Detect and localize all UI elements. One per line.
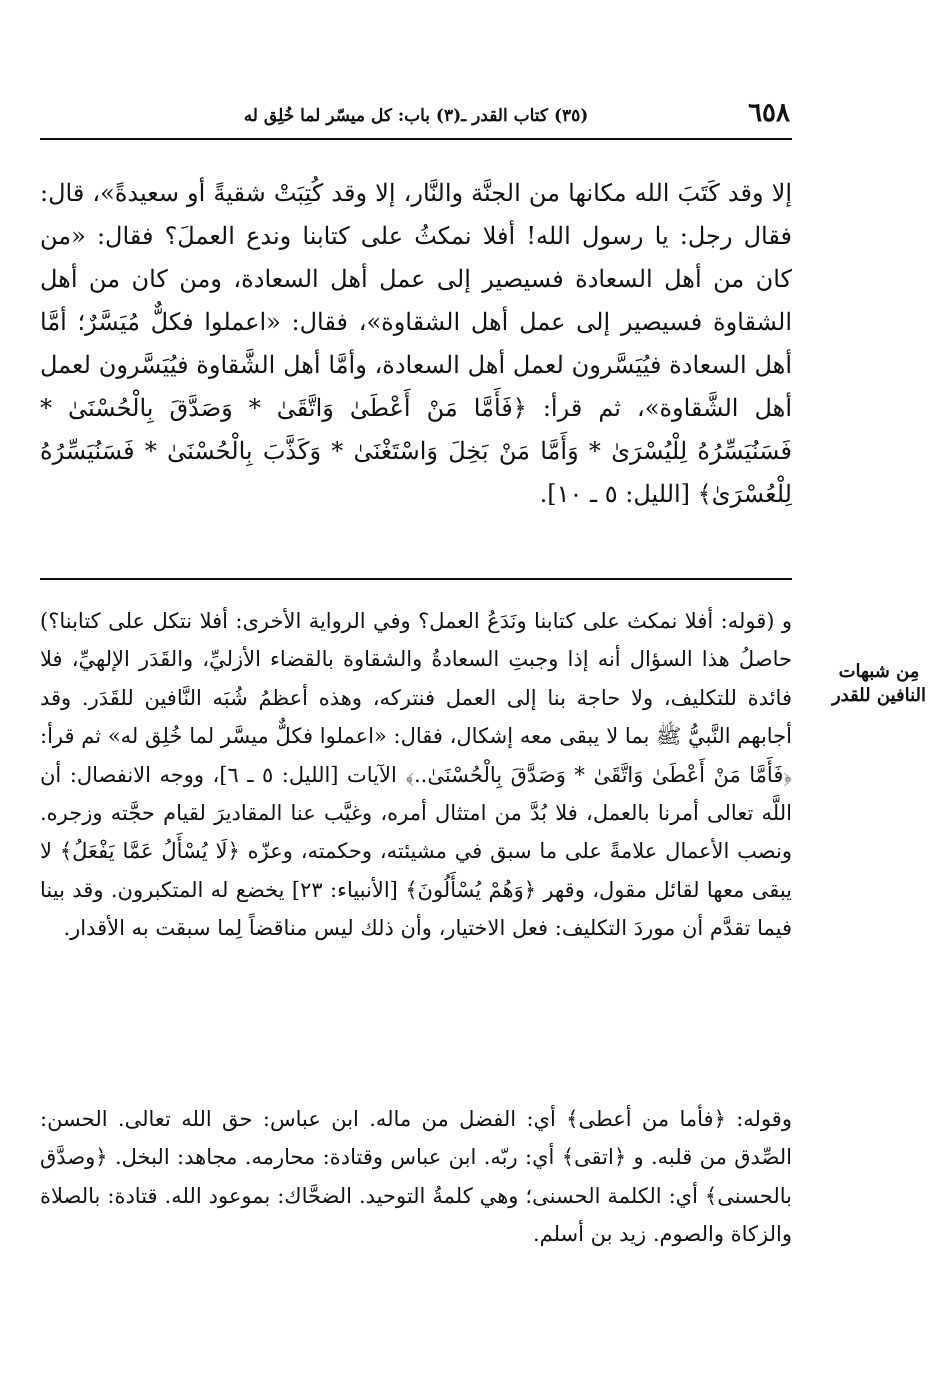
margin-heading: مِن شبهات النافين للقدر	[831, 661, 927, 706]
commentary-paragraph-2: وقوله: ﴿فأما من أعطى﴾ أي: الفضل من ماله. ابن عباس: حق الله تعالى. الحسن: الصِّدق من قلبه. و ﴿اتقى﴾ أي: ربّه. ابن عباس وقتادة: محارمه. مجاهد: البخل. ﴿وصدَّق بالحسنى﴾ أي: الكلمة الحسنى؛ وهي كلمةُ التوحيد. الضحَّاك: بموعود الله. قتادة: بالصلاة والزكاة والصوم. زيد بن أسلم.	[40, 1107, 792, 1247]
hadith-text: إلا وقد كَتَبَ الله مكانها من الجنَّة والنَّار، إلا وقد كُتِبَتْ شقيةً أو سعيدةً»، قال: فقال رجل: يا رسول الله! أفلا نمكثُ على كتابنا وندع العملَ؟ فقال: «من كان من أهل السعادة فسيصير إلى عمل أهل السعادة، ومن كان من أهل الشقاوة فسيصير إلى عمل أهل الشقاوة»، فقال: «اعملوا فكلٌّ مُيَسَّرٌ؛ أمَّا أهل السعادة فيُيَسَّرون لعمل أهل السعادة، وأمَّا أهل الشَّقاوة فيُيَسَّرون لعمل أهل الشَّقاوة»، ثم قرأ: ﴿فَأَمَّا مَنْ أَعْطَىٰ وَاتَّقَىٰ * وَصَدَّقَ بِالْحُسْنَىٰ * فَسَنُيَسِّرُهُ لِلْيُسْرَىٰ * وَأَمَّا مَنْ بَخِلَ وَاسْتَغْنَىٰ * وَكَذَّبَ بِالْحُسْنَىٰ * فَسَنُيَسِّرُهُ لِلْعُسْرَىٰ﴾ [الليل: ٥ ـ ١٠].	[40, 179, 792, 508]
footnote-divider	[40, 578, 792, 580]
running-title: (٣٥) كتاب القدر ـ(٣) باب: كل ميسّر لما خُلِق له	[243, 106, 589, 126]
commentary-paragraph: و (قوله: أفلا نمكث على كتابنا ونَدَعُ العمل؟ وفي الرواية الأخرى: أفلا نتكل على كتابنا؟) حاصلُ هذا السؤال أنه إذا وجبتِ السعادةُ والشقاوة بالقضاء الأزليِّ، والقَدَر الإلهيِّ، فلا فائدة للتكليف، ولا حاجة بنا إلى العمل فنتركه، وهذه أعظمُ شُبَه النَّافين للقَدَر. وقد أجابهم النَّبيُّ ﷺ بما لا يبقى معه إشكال، فقال: «اعملوا فكلٌّ ميسَّر لما خُلِق له» ثم قرأ: ﴿فَأَمَّا مَنْ أَعْطَىٰ وَاتَّقَىٰ * وَصَدَّقَ بِالْحُسْنَىٰ..﴾ الآيات [الليل: ٥ ـ ٦]، ووجه الانفصال: أن اللَّه تعالى أمرنا بالعمل، فلا بُدَّ من امتثال أمره، وغيَّب عنا المقاديرَ لقيام حجَّته وزجره. ونصب الأعمال علامةً على ما سبق في مشيئته، وحكمته، وعزّه ﴿لَا يُسْأَلُ عَمَّا يَفْعَلُ﴾ لا يبقى معها لقائل مقول، وقهر ﴿وَهُمْ يُسْأَلُونَ﴾ [الأنبياء: ٢٣] يخضع له المتكبرون. وقد بينا فيما تقدَّم أن موردَ التكليف: فعل الاختيار، وأن ذلك ليس مناقضاً لِما سبقت به الأقدار.	[40, 609, 793, 941]
page-number: ٦٥٨	[748, 98, 790, 128]
page-header	[40, 96, 792, 140]
